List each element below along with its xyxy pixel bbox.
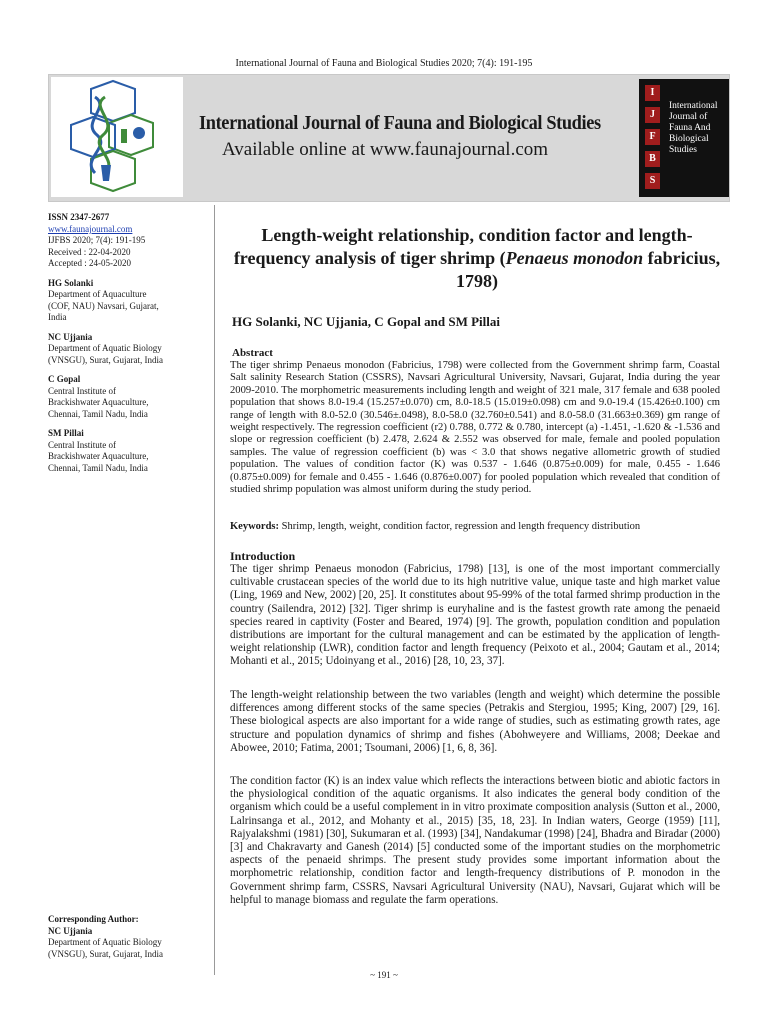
corresponding-line: Department of Aquatic Biology: [48, 937, 162, 947]
strip-word: Journal of: [669, 112, 708, 122]
affiliation-name: HG Solanki: [48, 277, 94, 288]
affiliation-name: C Gopal: [48, 374, 81, 384]
intro-paragraph: The tiger shrimp Penaeus monodon (Fabricius, 1798) [13], is one of the most important commercially cultivable crustacean species of the world due to its high nutritive value, unique taste and high market value (Ling, 1969 and New, 2002) [20, 25]. It constitutes about 95-99% of the total farmed shrimp production in the country (Sailendra, 2012) [32]. Tiger shrimp is euryhaline and is the fastest growth rate among the penaeid species reared in captivity (Foster and Beared, 1974) [9]. The growth, population condition and population distributions are important for the cultural management and can be estimated by the application of length-weight relationship (LWR), condition factor and length frequency (Peixoto et al., 2004; Gautam et al., 2014; Mohanti et al., 2015; Udoinyang et al., 2016) [28, 10, 23, 37].: [230, 563, 720, 668]
affiliation-line: India: [48, 312, 67, 322]
affiliation-line: Department of Aquaculture: [48, 289, 147, 299]
affiliation-line: Chennai, Tamil Nadu, India: [48, 408, 148, 419]
affiliation-line: Chennai, Tamil Nadu, India: [48, 462, 148, 473]
strip-letter: I: [645, 85, 660, 101]
affiliation-line: Brackishwater Aquaculture,: [48, 397, 149, 407]
column-divider: [214, 205, 215, 975]
sidebar-metadata: [48, 212, 210, 474]
abstract-heading: Abstract: [232, 347, 273, 359]
journal-logo: [51, 77, 183, 197]
abstract-text: The tiger shrimp Penaeus monodon (Fabricius, 1798) were collected from the Government shrimp farm, Coastal Salt salinity Research Station (CSSRS), Navsari Agricultural University, Navsari, Gujarat, India during the year 2009-2010. The morphometric measurements including length and weight of 321 male, 317 female and 638 pooled population that shows 8.0-19.4 (15.257±0.070) cm, 8.0-18.5 (15.019±0.098) cm and 9.0-19.4 (15.426±0.100) cm range of length with 8.0-52.0 (30.546±.0498), 8.0-58.0 (32.760±0.541) and 8.0-58.0 (31.663±0.369) gm range of weight respectively. The regression coefficient (r2) 0.788, 0.772 & 0.780, intercept (a) -1.451, -1.620 & -1.536 and slope or regression coefficient (b) 2.478, 2.624 & 2.552 was observed for male, female and pooled population samples. The value of regression coefficient (b) was < 3.0 that shows negative allometric growth of studied population. The values of condition factor (K) was 0.537 - 1.646 (0.875±0.009) for male, 0.455 - 1.646 (0.875±0.009) for female and 0.455 - 1.646 (0.876±0.007) for pooled population which revealed that condition of studied shrimp population was almost uniform during the study period.: [230, 360, 720, 496]
journal-online-text: Available online at www.faunajournal.com: [222, 139, 549, 160]
strip-letter: S: [645, 173, 660, 189]
strip-letter: J: [645, 107, 660, 123]
issue-citation: IJFBS 2020; 7(4): 191-195: [48, 235, 146, 245]
affiliation-line: (VNSGU), Surat, Gujarat, India: [48, 354, 163, 365]
strip-letter: F: [645, 129, 660, 145]
corresponding-label: Corresponding Author:: [48, 914, 139, 924]
affiliation-line: (COF, NAU) Navsari, Gujarat,: [48, 300, 159, 311]
affiliation-name: SM Pillai: [48, 428, 84, 438]
corresponding-author: [48, 914, 218, 960]
title-part: Length-weight relationship, condition factor and length-frequency analysis of tiger shrimp (: [233, 225, 693, 268]
received-date: Received : 22-04-2020: [48, 246, 131, 257]
affiliation-line: Department of Aquatic Biology: [48, 343, 162, 353]
journal-banner: [48, 74, 730, 202]
strip-word: Biological: [669, 134, 709, 144]
affiliation-name: NC Ujjania: [48, 331, 93, 342]
author-list: HG Solanki, NC Ujjania, C Gopal and SM Pillai: [232, 314, 500, 329]
affiliation-line: Central Institute of: [48, 385, 116, 396]
issn: ISSN 2347-2677: [48, 212, 110, 222]
keywords-text: Shrimp, length, weight, condition factor, regression and length frequency distribution: [279, 521, 641, 532]
introduction-heading: Introduction: [230, 549, 296, 563]
strip-word: International: [669, 101, 718, 111]
title-species: Penaeus monodon: [505, 248, 644, 268]
website-link[interactable]: www.faunajournal.com: [48, 223, 133, 234]
accepted-date: Accepted : 24-05-2020: [48, 258, 131, 268]
journal-title: International Journal of Fauna and Biological Studies: [199, 113, 601, 134]
dna-molecule-icon: [51, 77, 183, 197]
page-number: ~ 191 ~: [370, 970, 398, 980]
corresponding-line: (VNSGU), Surat, Gujarat, India: [48, 948, 163, 959]
strip-word: Fauna And: [669, 123, 711, 133]
corresponding-name: NC Ujjania: [48, 925, 93, 936]
strip-word: Studies: [669, 145, 697, 155]
ijfbs-strip: [639, 79, 729, 197]
strip-letter: B: [645, 151, 660, 167]
affiliation-line: Brackishwater Aquaculture,: [48, 451, 149, 461]
affiliation-line: Central Institute of: [48, 439, 116, 450]
keywords: [230, 521, 720, 533]
intro-paragraph: The condition factor (K) is an index value which reflects the interactions between biotic and abiotic factors in the physiological condition of the aquatic organisms. It also indicates the general body condition of the organism which could be a useful complement in in vitro proximate composition analysis (Sutton et al., 2000, Lalrinsanga et al., 2012, and Mohanty et al., 2015) [35, 18, 23]. In Indian waters, George (1959) [11], Rajyalakshmi (1981) [30], Sukumaran et al. (1993) [34], Nandakumar (1998) [24], Bhadra and Biradar (2000) [3] and Chakravarty and Ganesh (2014) [5] conducted some of the important studies on the morphometric aspects of the penaeid shrimps. The present study provides some important information about the morphometric relationship, condition factor and length-frequency distributions of P. monodon in the Government shrimp farm, CSSRS, Navsari Agricultural University (NAU), Navsari, Gujarat which will be helpful to manage biomass and regulate the farm operations.: [230, 775, 720, 906]
title-part: fabricius, 1798): [456, 248, 721, 291]
intro-paragraph: The length-weight relationship between the two variables (length and weight) which determine the possible differences among different stocks of the same species (Petrakis and Stergiou, 1995; King, 2007) [29, 16]. These biological aspects are also important for a wide range of studies, such as estimating growth rates, age structure and population dynamics of shrimp and fishes (Abohweyere and Williams, 2008; Deekae and Abowee, 2010; Fatima, 2001; Tsoumani, 2006) [1, 6, 8, 36].: [230, 689, 720, 754]
journal-citation-header: International Journal of Fauna and Biological Studies 2020; 7(4): 191-195: [235, 58, 533, 69]
article-title: [232, 224, 722, 293]
keywords-label: Keywords:: [230, 521, 279, 532]
